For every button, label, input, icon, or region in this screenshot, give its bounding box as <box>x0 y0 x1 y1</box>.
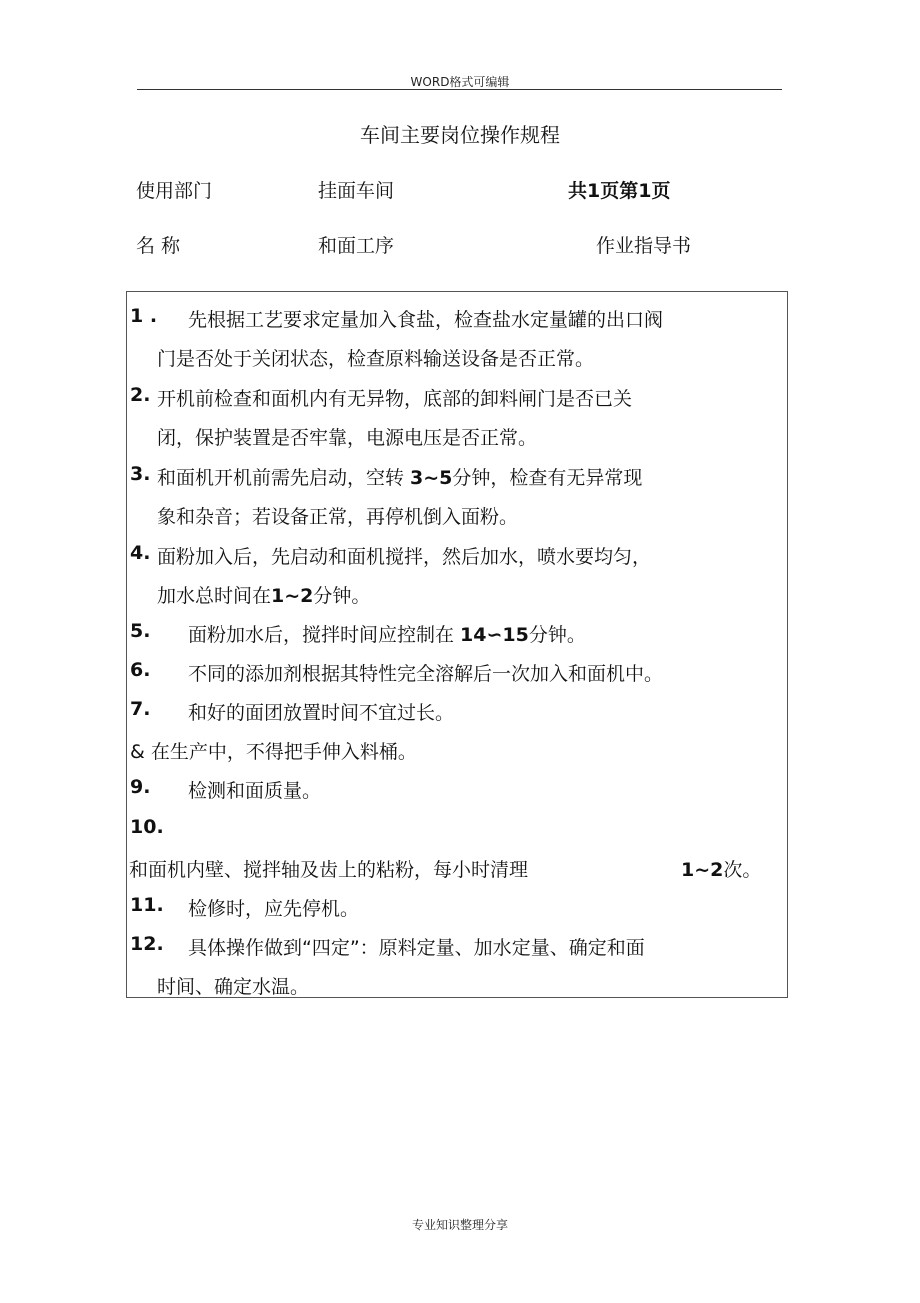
item-12-continuation: 时间、确定水温。 <box>157 976 310 998</box>
item-7-number: 7. <box>130 698 151 720</box>
item-4-continuation <box>157 581 370 608</box>
name-value: 和面工序 <box>318 235 395 257</box>
item-1-text: 先根据工艺要求定量加入食盐，检查盐水定量罐的出口阀 <box>188 309 664 331</box>
item-3-duration: 3~5 <box>410 467 453 489</box>
item-3-text <box>157 463 642 490</box>
item-10-frequency-unit: 次。 <box>723 859 762 881</box>
item-3-number: 3. <box>130 463 151 485</box>
item-10-frequency-value: 1~2 <box>681 859 724 881</box>
item-5-text-post: 分钟。 <box>528 624 586 646</box>
item-3-continuation: 象和杂音；若设备正常，再停机倒入面粉。 <box>157 506 519 528</box>
item-4-number: 4. <box>130 542 151 564</box>
item-10-frequency <box>681 855 761 882</box>
item-3-text-post: 分钟，检查有无异常现 <box>452 467 643 489</box>
item-1-number: 1 . <box>130 305 158 327</box>
item-5-text <box>188 620 586 647</box>
item-8-number: & <box>130 741 145 763</box>
item-6-text: 不同的添加剂根据其特性完全溶解后一次加入和面机中。 <box>188 663 664 685</box>
doc-type: 作业指导书 <box>596 235 692 257</box>
item-10-number: 10. <box>130 816 164 838</box>
page-info: 共1页第1页 <box>568 180 671 202</box>
item-4-cont-post: 分钟。 <box>313 585 371 607</box>
item-9-number: 9. <box>130 776 151 798</box>
item-3-text-pre: 和面机开机前需先启动，空转 <box>157 467 411 489</box>
item-9-text: 检测和面质量。 <box>188 780 322 802</box>
item-4-text: 面粉加入后，先启动和面机搅拌，然后加水，喷水要均匀， <box>157 546 652 568</box>
item-7-text: 和好的面团放置时间不宜过长。 <box>188 702 455 724</box>
dept-value: 挂面车间 <box>318 180 395 202</box>
item-2-text: 开机前检查和面机内有无异物，底部的卸料闸门是否已关 <box>157 388 633 410</box>
item-5-duration: 14∽15 <box>460 624 529 646</box>
item-11-number: 11. <box>130 894 164 916</box>
item-8-line <box>130 737 417 764</box>
item-12-number: 12. <box>130 933 164 955</box>
item-10-text: 和面机内壁、搅拌轴及齿上的粘粉，每小时清理 <box>129 859 529 881</box>
page-header: WORD格式可编辑 <box>410 75 510 89</box>
item-2-number: 2. <box>130 384 151 406</box>
item-5-number: 5. <box>130 620 151 642</box>
item-11-text: 检修时，应先停机。 <box>188 898 360 920</box>
item-6-number: 6. <box>130 659 151 681</box>
item-1-continuation: 门是否处于关闭状态，检查原料输送设备是否正常。 <box>157 348 595 370</box>
header-rule <box>137 89 782 90</box>
item-4-duration: 1~2 <box>271 585 314 607</box>
dept-label: 使用部门 <box>136 180 213 202</box>
item-8-text: 在生产中，不得把手伸入料桶。 <box>144 741 417 763</box>
item-4-cont-pre: 加水总时间在 <box>157 585 272 607</box>
item-2-continuation: 闭，保护装置是否牢靠，电源电压是否正常。 <box>157 427 538 449</box>
name-label: 名 称 <box>136 235 181 257</box>
document-title: 车间主要岗位操作规程 <box>360 123 560 147</box>
page-footer: 专业知识整理分享 <box>411 1218 508 1232</box>
item-5-text-pre: 面粉加水后，搅拌时间应控制在 <box>188 624 461 646</box>
item-12-text: 具体操作做到“四定”：原料定量、加水定量、确定和面 <box>188 937 645 959</box>
